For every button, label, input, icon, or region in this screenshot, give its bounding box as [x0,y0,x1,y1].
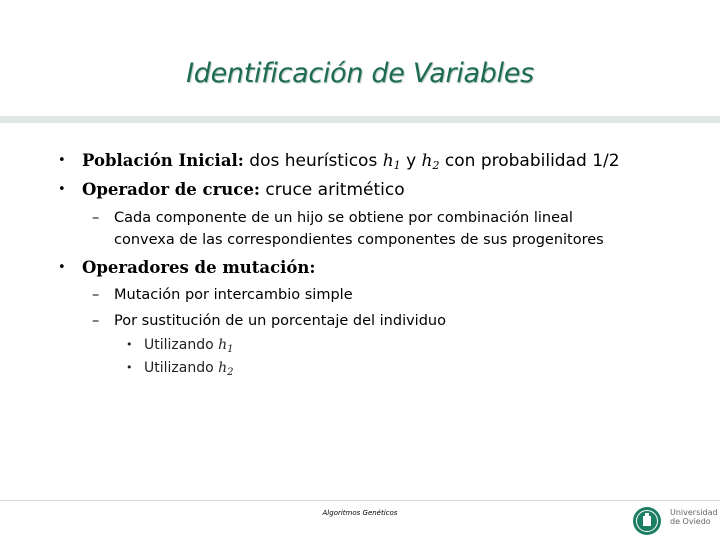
bullet-body: dos heurísticos [249,151,378,171]
sub-bullet-text: Cada componente de un hijo se obtiene por combinación lineal [114,210,573,226]
bullet-dot: • [58,182,66,197]
sub-bullet-dash: – [92,313,100,329]
bullet-text [82,257,316,279]
heuristic-h2: $h_2$ [421,151,440,172]
bullet-label: Operadores de mutación: [82,258,316,277]
bullet-dot: • [58,260,66,275]
bullet-label: Operador de cruce: [82,180,260,199]
bullet-dot: • [126,338,133,351]
sub-bullet-text: Por sustitución de un porcentaje del individuo [114,313,446,329]
heuristic-h1: $h_1$ [218,337,234,355]
heuristic-h1: $h_1$ [382,151,401,172]
sub-bullet-dash: – [92,287,100,303]
conjunction: y [406,151,417,171]
bullet-dot: • [126,361,133,374]
sub-bullet-text: convexa de las correspondientes componentes de sus progenitores [114,232,604,248]
university-seal-icon [632,506,662,536]
bullet-label: Población Inicial: [82,151,244,170]
bullet-body: cruce aritmético [265,180,405,200]
sub-bullet-text: Mutación por intercambio simple [114,287,353,303]
title-divider [0,116,720,123]
sub-bullet-dash: – [92,210,100,226]
sub-sub-bullet-text: Utilizando $h_2$ [144,360,234,378]
bullet-text [82,150,620,177]
footer-caption: Algoritmos Genéticos [322,509,398,517]
heuristic-h2: $h_2$ [218,360,234,378]
bullet-dot: • [58,153,66,168]
university-name: Universidad de Oviedo [670,508,718,526]
slide-title: Identificación de Variables [186,58,534,89]
footer-divider [0,500,720,501]
bullet-rest: con probabilidad 1/2 [444,151,620,171]
sub-sub-bullet-text: Utilizando $h_1$ [144,337,234,355]
bullet-text [82,179,405,201]
